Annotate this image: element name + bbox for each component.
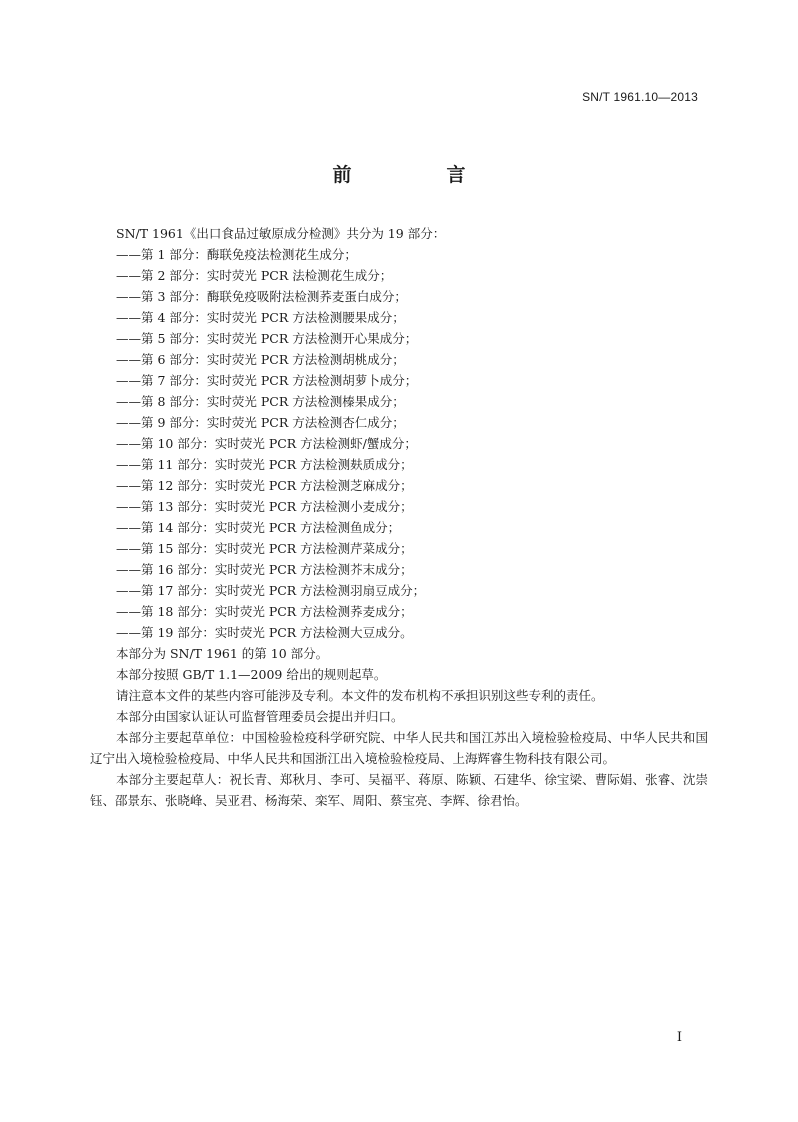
list-item: ——第 5 部分：实时荧光 PCR 方法检测开心果成分；: [116, 331, 418, 346]
parts-list: [90, 244, 708, 643]
drafting-units-paragraph: 本部分主要起草单位：中国检验检疫科学研究院、中华人民共和国江苏出入境检验检疫局、中华人民共和国辽宁出入境检验检疫局、中华人民共和国浙江出入境检验检疫局、上海辉睿生物科技有限公司。: [90, 730, 708, 766]
list-item: ——第 10 部分：实时荧光 PCR 方法检测虾/蟹成分；: [116, 436, 417, 451]
list-item: ——第 11 部分：实时荧光 PCR 方法检测麸质成分；: [116, 457, 413, 472]
list-item: ——第 2 部分：实时荧光 PCR 法检测花生成分；: [116, 268, 393, 283]
list-item: ——第 6 部分：实时荧光 PCR 方法检测胡桃成分；: [116, 352, 405, 367]
foreword-body: [90, 223, 708, 811]
statement-patent-notice: 请注意本文件的某些内容可能涉及专利。本文件的发布机构不承担识别这些专利的责任。: [116, 688, 604, 703]
statement-part-number: 本部分为 SN/T 1961 的第 10 部分。: [116, 646, 329, 661]
statement-proposer: 本部分由国家认证认可监督管理委员会提出并归口。: [116, 709, 404, 724]
list-item: ——第 8 部分：实时荧光 PCR 方法检测榛果成分；: [116, 394, 405, 409]
list-item: ——第 19 部分：实时荧光 PCR 方法检测大豆成分。: [116, 625, 413, 640]
list-item: ——第 3 部分：酶联免疫吸附法检测荞麦蛋白成分；: [116, 289, 407, 304]
list-item: ——第 16 部分：实时荧光 PCR 方法检测芥末成分；: [116, 562, 413, 577]
statement-drafting-rules: 本部分按照 GB/T 1.1—2009 给出的规则起草。: [116, 667, 387, 682]
list-item: ——第 14 部分：实时荧光 PCR 方法检测鱼成分；: [116, 520, 401, 535]
standard-code: SN/T 1961.10—2013: [582, 90, 698, 104]
page-number: I: [676, 1030, 682, 1045]
list-item: ——第 12 部分：实时荧光 PCR 方法检测芝麻成分；: [116, 478, 413, 493]
list-item: ——第 13 部分：实时荧光 PCR 方法检测小麦成分；: [116, 499, 413, 514]
list-item: ——第 15 部分：实时荧光 PCR 方法检测芹菜成分；: [116, 541, 413, 556]
list-item: ——第 4 部分：实时荧光 PCR 方法检测腰果成分；: [116, 310, 405, 325]
list-item: ——第 1 部分：酶联免疫法检测花生成分；: [116, 247, 357, 262]
list-item: ——第 7 部分：实时荧光 PCR 方法检测胡萝卜成分；: [116, 373, 418, 388]
drafters-paragraph: 本部分主要起草人：祝长青、郑秋月、李可、吴福平、蒋原、陈颖、石建华、徐宝梁、曹际娟、张睿、沈崇钰、邵景东、张晓峰、吴亚君、杨海荣、栾军、周阳、蔡宝亮、李辉、徐君怡。: [90, 772, 708, 808]
list-item: ——第 18 部分：实时荧光 PCR 方法检测荞麦成分；: [116, 604, 413, 619]
list-item: ——第 17 部分：实时荧光 PCR 方法检测羽扇豆成分；: [116, 583, 426, 598]
intro-line: SN/T 1961《出口食品过敏原成分检测》共分为 19 部分：: [116, 226, 446, 241]
page-title: 前 言: [332, 164, 504, 186]
list-item: ——第 9 部分：实时荧光 PCR 方法检测杏仁成分；: [116, 415, 405, 430]
